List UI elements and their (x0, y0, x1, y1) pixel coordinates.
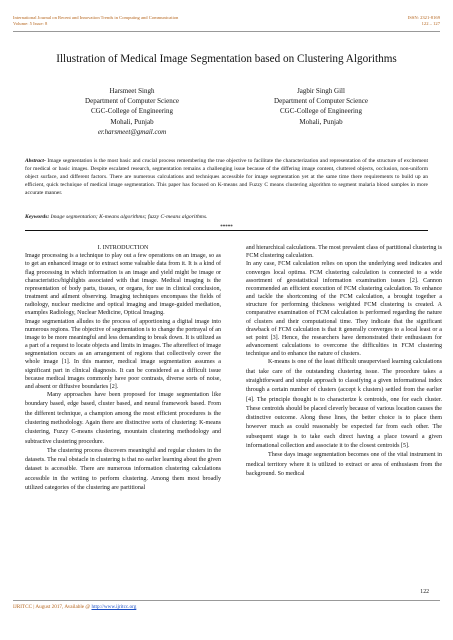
journal-link[interactable]: http://www.ijritcc.org (91, 604, 137, 610)
paper-title: Illustration of Medical Image Segmentation based on Clustering Algorithms (56, 53, 397, 65)
abstract-text: Image segmentation is the most basic and crucial process remembering the true objective to facilitate the characterization and representation of the structure of excitement for medical or basic images. Despite escalated research, segmentation remains a challenging issue because of the differing image content, cluttered objects, occlusion, non-uniform object surface, and different factors. There are numerous calculations and techniques accessible for image segmentation yet at the same time there requirements to build up an efficient, quick technique of medical image segmentation. This paper has focused on K-means and Fuzzy C means clustering algorithm to segment malaria blood samples in more accurate manner. (25, 158, 428, 196)
author-dept: Department of Computer Science (85, 97, 179, 106)
paragraph: In any case, FCM calculation relies on upon the underlying seed indicates and converges local optima. FCM clustering calculation is connected to a wide assortment of geostatistical information examination issues [2]. Cannon recommended an efficient execution of FCM clustering calculation. To enhance and tackle the shortcoming of the FCM calculation, a brought together a structure for performing thickness weighted FCM clustering is created. A comparative examination of FCM calculation is performed regarding the nature of clusters and their computational time. They indicate that the significant drawback of FCM calculation is that it generally converges to a local least or a set point [3]. Hence, the researchers have demonstrated their enthusiasm for advancement calculations to overcome the difficulties in FCM clustering technique and to enhance the nature of clusters. (246, 261, 442, 358)
journal-name: International Journal on Recent and Innovation Trends in Computing and Communication (13, 15, 179, 20)
author-place: Mohali, Punjab (299, 117, 343, 126)
issn-header (408, 15, 440, 27)
paragraph: Image processing is a technique to play out a few operations on an image, so as to get an enhanced image or to extract some valuable data from it. It is a kind of flag processing in which information is an image and yield might be image or characteristics/highlights associated with that image. Medical imaging is the representation of body parts, tissues, or organs, for use in clinical conclusion, treatment and ailment observing. Imaging techniques encompass the fields of radiology, nuclear medicine and optical imaging and image-guided mediation, examples Radiology, Nuclear Medicine, Optical Imaging. (25, 253, 221, 317)
author-name: Harsmeet Singh (109, 87, 155, 95)
author-block-2 (221, 86, 421, 127)
abstract (25, 157, 428, 197)
left-column (25, 244, 221, 493)
abstract-label: Abstract- (25, 158, 46, 164)
page-range: 122 – 127 (421, 21, 440, 26)
author-block-1 (32, 86, 232, 137)
keywords-text: Image segmentation; K-means algorithms; fuzzy C-means algorithms. (49, 214, 208, 220)
author-college: CGC-College of Engineering (279, 107, 363, 116)
separator-stars: ***** (220, 225, 233, 230)
author-dept: Department of Computer Science (274, 97, 368, 106)
page-number: 122 (420, 589, 429, 595)
paragraph: and hierarchical calculations. The most prevalent class of partitional clustering is FCM clustering calculation. (246, 245, 442, 260)
paragraph: The clustering process discovers meaningful and regular clusters in the datasets. The real obstacle in clustering is that no earlier learning about the given dataset is accessible. There are numerous information clustering calculations accessible in the writing to perform clustering. Among them most broadly utilized categories of the clustering are partitional (25, 447, 221, 492)
journal-volume: Volume: 5 Issue: 8 (13, 21, 48, 26)
issn: ISSN: 2321-8169 (407, 15, 440, 20)
section-heading: I. INTRODUCTION (97, 245, 149, 251)
footer (13, 604, 136, 610)
paragraph: These days image segmentation becomes one of the vital instrument in medical territory where it is utilized to extract or area of enthusiasm from the background. So medical (246, 452, 442, 477)
keywords (25, 214, 428, 220)
section-separator (25, 226, 428, 234)
header-rule (13, 31, 440, 32)
paragraph: Many approaches have been proposed for image segmentation like boundary based, edge based, cluster based, and neural framework based. From the different technique, a champion among the most efficient procedures is the clustering methodology. Again there are distinctive sorts of clustering: K-means clustering, Fuzzy C-means clustering, mountain clustering methodology and subtractive clustering procedure. (25, 392, 221, 445)
footer-rule (13, 600, 440, 601)
author-name: Jagbir Singh Gill (297, 87, 345, 95)
right-column (246, 244, 442, 479)
paragraph: K-means is one of the least difficult unsupervised learning calculations that take care of the outstanding clustering issue. The procedure takes a straightforward and simple approach to classifying a given informational index through a certain number of clusters (accept k clusters) settled from the earlier [4]. The principle thought is to characterize k centroids, one for each cluster. These centroids should be placed cleverly because of various location causes the distinctive outcome. Along these lines, the better choice is to place them however much as could reasonably be expected far from each other. The subsequent stage is to take each direct having a place toward a given informational collection and associate it to the closest centroids [5]. (246, 359, 442, 450)
journal-header (13, 15, 178, 27)
author-email: er.harsmeet@gmail.com (97, 127, 167, 136)
paragraph: Image segmentation alludes to the process of apportioning a digital image into numerous regions. The objective of segmentation is to change the portrayal of an image to be more meaningful and less demanding to break down. It is utilized as a part of a request to locate objects and limits in images. The aftereffect of image segmentation occurs as an arrangement of regions that collectively cover the whole image [1]. In this manner, medical image segmentation assumes a significant part in clinical diagnosis. It can be considered as a difficult issue because medical images commonly have poor contrasts, diverse sorts of noise, and absent or diffusive boundaries [2]. (25, 318, 221, 390)
author-college: CGC-College of Engineering (90, 107, 174, 116)
author-place: Mohali, Punjab (110, 117, 154, 126)
keywords-label: Keywords: (25, 214, 50, 220)
footer-text: IJRITCC | August 2017, Available @ (13, 604, 92, 610)
